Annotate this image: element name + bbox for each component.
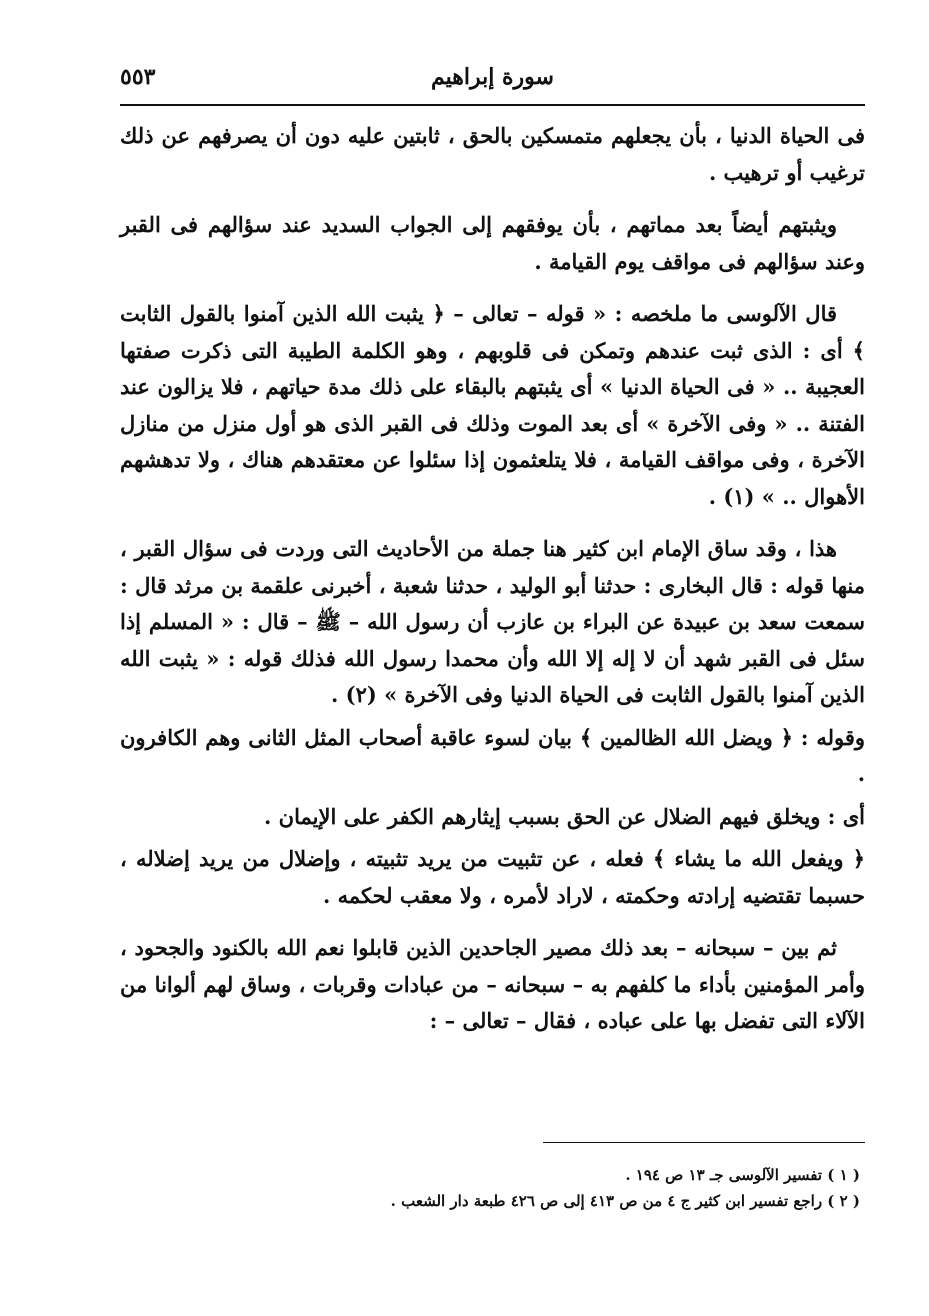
paragraph: ويثبتهم أيضاً بعد مماتهم ، بأن يوفقهم إلى الجواب السديد عند سؤالهم فى القبر وعند سؤالهم فى مواقف يوم القيامة .: [120, 212, 865, 274]
paragraph: وقوله : ﴿ ويضل الله الظالمين ﴾ بيان لسوء عاقبة أصحاب المثل الثانى وهم الكافرون .: [120, 724, 865, 786]
footnotes: [120, 1162, 860, 1214]
footnote-rule: [543, 1142, 865, 1143]
paragraph: هذا ، وقد ساق الإمام ابن كثير هنا جملة من الأحاديث التى وردت فى سؤال القبر ، منها قوله : قال البخارى : حدثنا أبو الوليد ، حدثنا شعبة ، أخبرنى علقمة بن مرثد قال : سمعت سعد بن عبيدة عن البراء بن عازب أن رسول الله – ﷺ – قال : « المسلم إذا سئل فى القبر شهد أن لا إله إلا الله وأن محمدا رسول الله فذلك قوله : « يثبت الله الذين آمنوا بالقول الثابت فى الحياة الدنيا وفى الآخرة » (٢) .: [120, 536, 865, 707]
running-header: [120, 62, 865, 98]
surah-title: سورة إبراهيم: [431, 64, 554, 90]
paragraph: أى : ويخلق فيهم الضلال عن الحق بسبب إيثارهم الكفر على الإيمان .: [264, 803, 865, 829]
paragraph: فى الحياة الدنيا ، بأن يجعلهم متمسكين بالحق ، ثابتين عليه دون أن يصرفهم عن ذلك ترغيب أو ترهيب .: [120, 123, 865, 185]
page-number: ٥٥٣: [120, 64, 156, 90]
footnote: ( ١ ) تفسير الآلوسى جـ ١٣ ص ١٩٤ .: [625, 1166, 860, 1184]
paragraph: قال الآلوسى ما ملخصه : « قوله – تعالى – ﴿ يثبت الله الذين آمنوا بالقول الثابت ﴾ أى : الذى ثبت عندهم وتمكن فى قلوبهم ، وهو الكلمة الطيبة التى ذكرت صفتها العجيبة .. « فى الحياة الدنيا » أى يثبتهم بالبقاء على ذلك مدة حياتهم ، فلا يزالون عند الفتنة .. « وفى الآخرة » أى بعد الموت وذلك فى القبر الذى هو أول منزل من منازل الآخرة ، وفى مواقف القيامة ، فلا يتلعثمون إذا سئلوا عن معتقدهم هناك ، ولا تدهشهم الأهوال .. » (١) .: [120, 301, 865, 509]
footnote: ( ٢ ) راجع تفسير ابن كثير ج ٤ من ص ٤١٣ إلى ص ٤٢٦ طبعة دار الشعب .: [390, 1192, 860, 1210]
header-rule: [120, 104, 865, 106]
main-text: [120, 118, 865, 1056]
paragraph: ﴿ ويفعل الله ما يشاء ﴾ فعله ، عن تثبيت من يريد تثبيته ، وإضلال من يريد إضلاله ، حسبما تقتضيه إرادته وحكمته ، لاراد لأمره ، ولا معقب لحكمه .: [120, 846, 865, 908]
paragraph: ثم بين – سبحانه – بعد ذلك مصير الجاحدين الذين قابلوا نعم الله بالكنود والجحود ، وأمر المؤمنين بأداء ما كلفهم به – سبحانه – من عبادات وقربات ، وساق لهم ألوانا من الآلاء التى تفضل بها على عباده ، فقال – تعالى – :: [120, 935, 865, 1033]
